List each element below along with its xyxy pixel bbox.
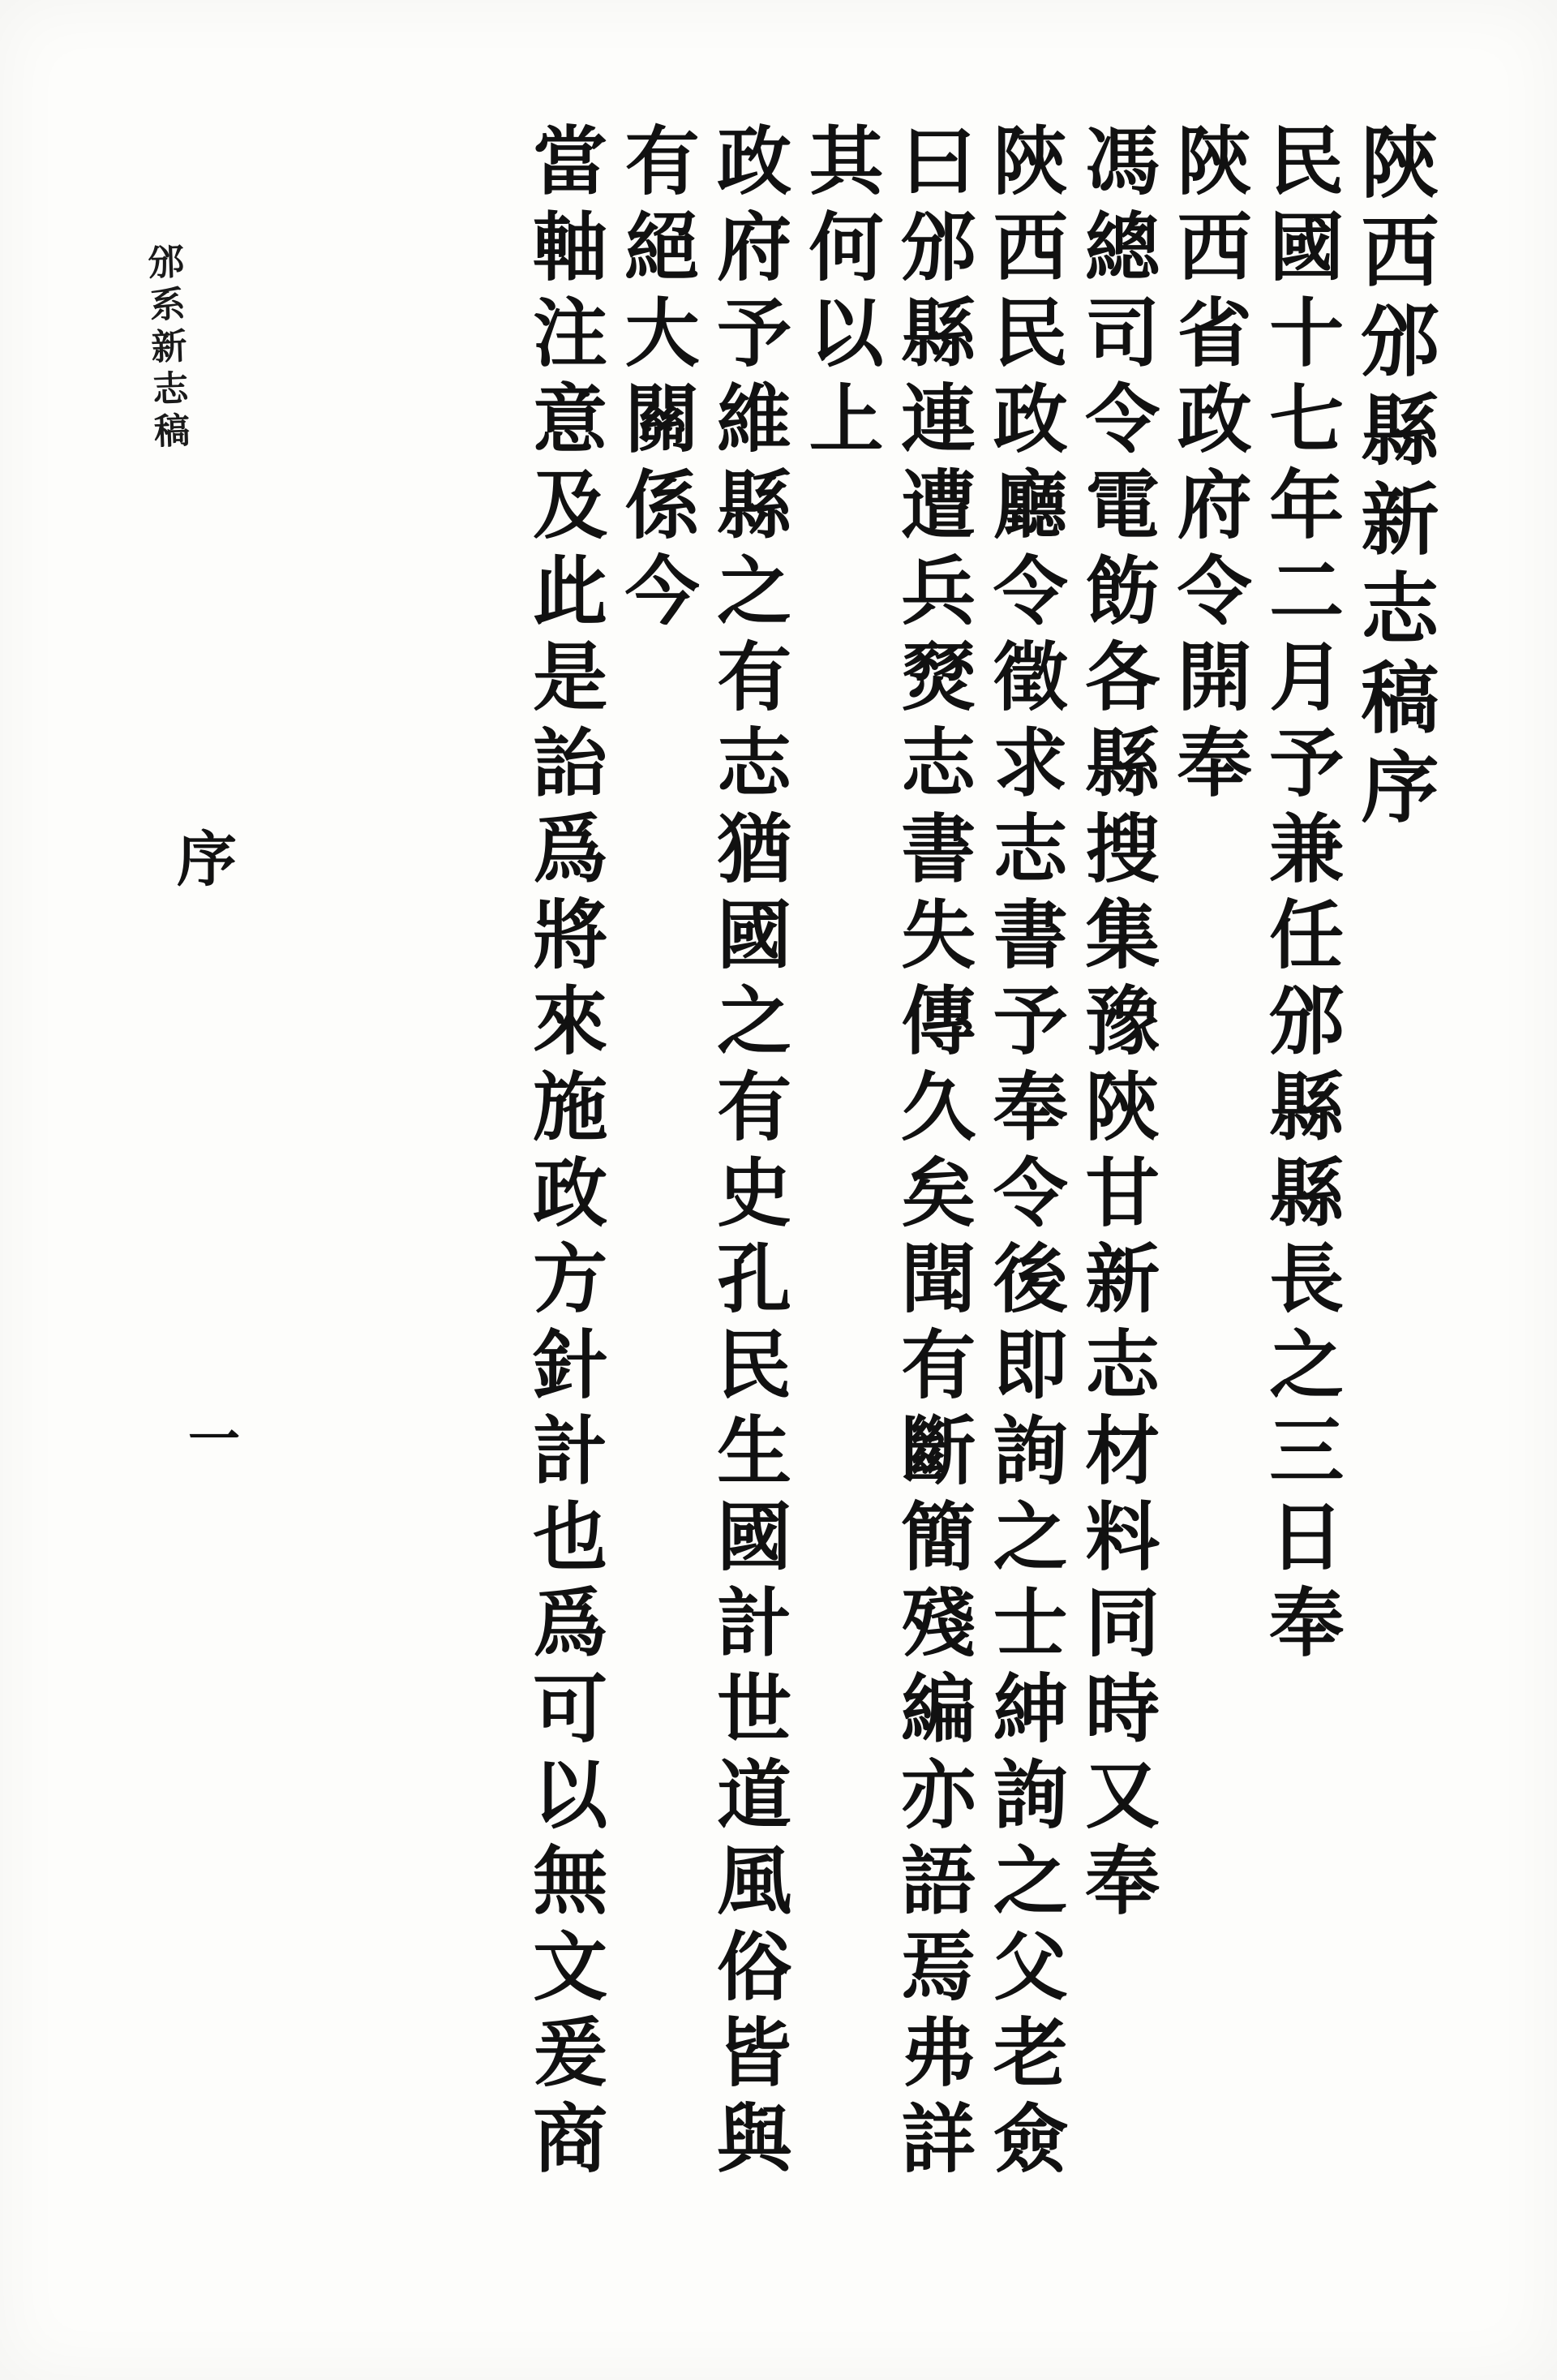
- page-number: 一: [179, 1411, 240, 1463]
- margin-note: 邠系新志稿: [141, 243, 191, 455]
- text-column-2: 民國十七年二月予兼任邠縣縣長之三日奉: [1257, 122, 1345, 1669]
- text-column-6: 曰邠縣連遭兵燹志書失傳久矣聞有斷簡殘編亦語焉弗詳: [889, 122, 977, 2185]
- section-marker: 序: [167, 827, 237, 896]
- text-column-5: 陝西民政廳令徵求志書予奉令後即詢之士紳詢之父老僉: [980, 122, 1069, 2185]
- text-column-9: 有絕大關係今: [612, 122, 701, 638]
- text-column-4: 馮總司令電飭各縣搜集豫陝甘新志材料同時又奉: [1073, 122, 1161, 1927]
- text-column-7: 其何以上: [796, 122, 885, 466]
- manuscript-body: [122, 122, 1440, 2283]
- text-column-8: 政府予維縣之有志猶國之有史孔民生國計世道風俗皆與: [705, 122, 793, 2185]
- text-column-10: 當軸注意及此是詒爲將來施政方針計也爲可以無文爰商: [521, 122, 609, 2185]
- text-column-1: 陝西邠縣新志稿序: [1349, 122, 1440, 836]
- text-column-3: 陝西省政府令開奉: [1165, 122, 1253, 810]
